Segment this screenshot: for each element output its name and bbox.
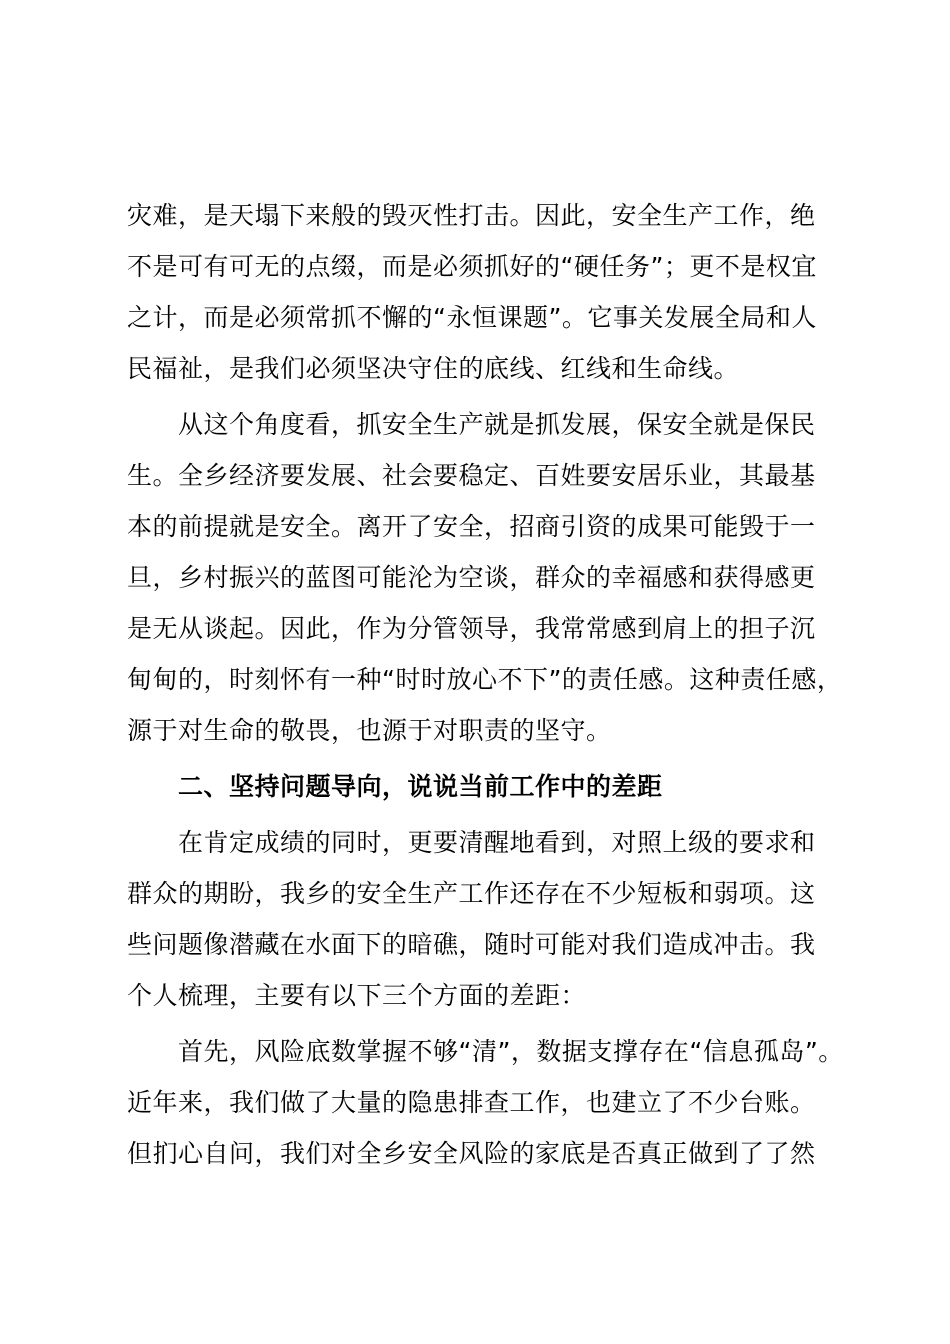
document-body xyxy=(127,190,844,1179)
text-line: 从这个角度看，抓安全生产就是抓发展，保安全就是保民 xyxy=(178,410,816,439)
paragraph-risk-baseline xyxy=(127,1026,844,1179)
text-line: 些问题像潜藏在水面下的暗礁，随时可能对我们造成冲击。我 xyxy=(127,930,816,959)
heading-text: 二、坚持问题导向，说说当前工作中的差距 xyxy=(178,772,663,801)
text-line: 不是可有可无的点缀，而是必须抓好的“硬任务”；更不是权宜 xyxy=(127,252,817,281)
text-line: 个人梳理，主要有以下三个方面的差距： xyxy=(127,981,587,1010)
text-line: 是无从谈起。因此，作为分管领导，我常常感到肩上的担子沉 xyxy=(127,614,816,643)
text-line: 近年来，我们做了大量的隐患排查工作，也建立了不少台账。 xyxy=(127,1088,816,1117)
text-line: 之计，而是必须常抓不懈的“永恒课题”。它事关发展全局和人 xyxy=(127,303,817,332)
text-line: 旦，乡村振兴的蓝图可能沦为空谈，群众的幸福感和获得感更 xyxy=(127,563,816,592)
text-line: 群众的期盼，我乡的安全生产工作还存在不少短板和弱项。这 xyxy=(127,879,816,908)
text-line: 首先，风险底数掌握不够“清”，数据支撑存在“信息孤岛”。 xyxy=(178,1037,844,1066)
paragraph-disaster-safety xyxy=(127,190,823,394)
text-line: 灾难，是天塌下来般的毁灭性打击。因此，安全生产工作，绝 xyxy=(127,201,816,230)
text-line: 源于对生命的敬畏，也源于对职责的坚守。 xyxy=(127,716,612,745)
section-heading xyxy=(127,761,823,812)
text-line: 本的前提就是安全。离开了安全，招商引资的成果可能毁于一 xyxy=(127,512,816,541)
text-line: 甸甸的，时刻怀有一种“时时放心不下”的责任感。这种责任感， xyxy=(127,665,843,694)
text-line: 生。全乡经济要发展、社会要稳定、百姓要安居乐业，其最基 xyxy=(127,461,816,490)
paragraph-safety-development xyxy=(127,399,843,756)
text-line: 在肯定成绩的同时，更要清醒地看到，对照上级的要求和 xyxy=(178,828,816,857)
text-line: 但扪心自问，我们对全乡安全风险的家底是否真正做到了了然 xyxy=(127,1139,816,1168)
paragraph-gaps-intro xyxy=(127,817,823,1021)
text-line: 民福祉，是我们必须坚决守住的底线、红线和生命线。 xyxy=(127,354,740,383)
